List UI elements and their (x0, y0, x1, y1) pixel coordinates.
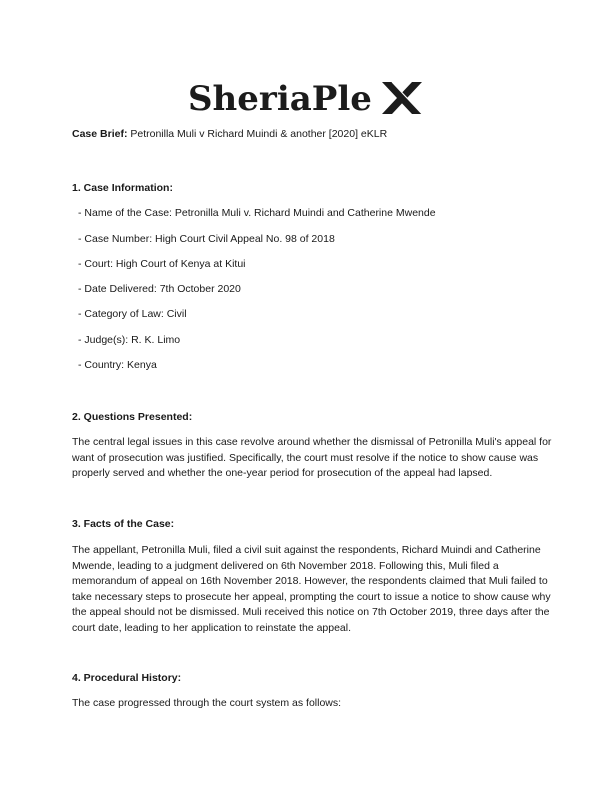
case-brief-line (72, 128, 387, 140)
paragraph-line: The appellant, Petronilla Muli, filed a civil suit against the respondents, Richard Muindi and Catherine (72, 544, 541, 556)
logo-wordmark: SheriaPle (188, 79, 372, 119)
section-heading-procedural-history: 4. Procedural History: (72, 672, 182, 684)
paragraph-line: want of prosecution was justified. Specifically, the court must resolve if the notice to show cause was (72, 451, 539, 464)
case-info-item: - Case Number: High Court Civil Appeal No. 98 of 2018 (78, 233, 335, 245)
paragraph-line: The central legal issues in this case revolve around whether the dismissal of Petronilla Muli's appeal for (72, 436, 552, 448)
case-info-item: - Judge(s): R. K. Limo (78, 334, 181, 346)
procedural-paragraph (72, 696, 542, 712)
paragraph-line: take necessary steps to prosecute her appeal, prompting the court to issue a notice to show cause why (72, 590, 551, 603)
paragraph-line: the appeal should not be dismissed. Muli received this notice on 7th October 2019, three days after the (72, 606, 550, 619)
paragraph-line: The case progressed through the court system as follows: (72, 697, 342, 709)
paragraph-line: memorandum of appeal on 16th November 2018. However, the respondents claimed that Muli failed to (72, 575, 548, 588)
questions-paragraph (72, 435, 552, 482)
paragraph-line: court date, leading to her application to reinstate the appeal. (72, 621, 352, 634)
paragraph-line: properly served and whether the one-year period for prosecution of the appeal had lapsed. (72, 467, 493, 480)
paragraph-line: Mwende, leading to a judgment delivered on 6th November 2018. Following this, Muli filed a (72, 559, 499, 572)
case-info-item: - Court: High Court of Kenya at Kitui (78, 258, 246, 270)
case-info-item: - Name of the Case: Petronilla Muli v. Richard Muindi and Catherine Mwende (78, 207, 436, 219)
case-brief-label: Case Brief: (72, 128, 128, 140)
case-info-item: - Category of Law: Civil (78, 308, 187, 320)
section-heading-case-information: 1. Case Information: (72, 182, 173, 194)
case-info-item: - Date Delivered: 7th October 2020 (78, 283, 241, 295)
logo-mark-letter: X (186, 72, 187, 73)
section-heading-facts: 3. Facts of the Case: (72, 518, 175, 530)
facts-paragraph (72, 543, 551, 637)
case-brief-title: Petronilla Muli v Richard Muindi & another [2020] eKLR (127, 128, 388, 140)
section-heading-questions-presented: 2. Questions Presented: (72, 411, 193, 423)
logo-x-mark (382, 82, 422, 114)
case-info-item: - Country: Kenya (78, 359, 157, 371)
sheriaplex-logo (0, 72, 612, 124)
